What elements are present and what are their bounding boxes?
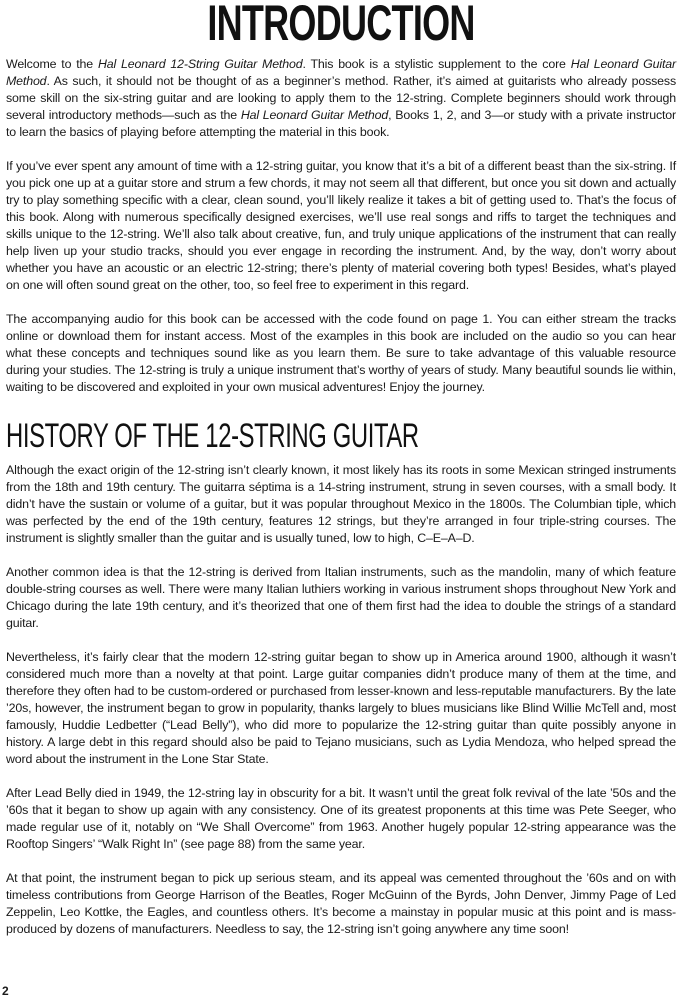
page-title: INTRODUCTION xyxy=(207,0,475,51)
history-paragraph-2: Another common idea is that the 12-string is derived from Italian instruments, such as the mandolin, many of which feature double-string courses as well. There were many Italian luthiers working in various instrument shops throughout New York and Chicago during the late 19th century, and it’s theorized that one of them first had the idea to double the strings of a standard guitar. xyxy=(6,565,676,630)
section-title-history: HISTORY OF THE 12-STRING GUITAR xyxy=(6,417,419,455)
page-number: 2 xyxy=(2,984,9,998)
book-title-italic: Hal Leonard Guitar Method xyxy=(6,57,676,88)
history-paragraph-3: Nevertheless, it’s fairly clear that the modern 12-string guitar began to show up in America around 1900, although it wasn’t considered much more than a novelty at that point. Large guitar companies didn’t produce many of them at the time, and therefore they often had to be custom-ordered or purchased from lesser-known and less-reputable manufacturers. By the late ’20s, however, the instrument began to grow in popularity, thanks largely to blues musicians like Blind Willie McTell and, most famously, Huddie Ledbetter (“Lead Belly”), who did more to popularize the 12-string guitar than quite possibly anyone in history. A large debt in this regard should also be paid to Tejano musicians, such as Lydia Mendoza, who helped spread the word about the instrument in the Lone Star State. xyxy=(6,650,676,766)
intro-text: . As such, it should not be thought of as a beginner’s method. Rather, it’s aimed at guitarists who already possess some skill on the six-string guitar and are looking to apply them to the 12-string. Complete beginners should work through several introductory methods—such as the xyxy=(6,74,676,122)
book-title-italic: Hal Leonard 12-String Guitar Method xyxy=(97,57,303,71)
intro-paragraph-2: If you’ve ever spent any amount of time with a 12-string guitar, you know that it’s a bit of a different beast than the six-string. If you pick one up at a guitar store and strum a few chords, it may not seem all that different, but once you sit down and actually try to play something specific with a clear, clean sound, you’ll likely realize it takes a bit of getting used to. That’s the focus of this book. Along with numerous specifically designed exercises, we’ll use real songs and riffs to target the techniques and skills unique to the 12-string. We’ll also talk about creative, fun, and truly unique applications of the instrument that can really help liven up your studio tracks, should you ever engage in recording the instrument. And, by the way, don’t worry about whether you have an acoustic or an electric 12-string; there’s plenty of material covering both types! Besides, what’s played on one will often sound great on the other, too, so feel free to experiment in this regard. xyxy=(6,159,676,292)
history-paragraph-1: Although the exact origin of the 12-string isn’t clearly known, it most likely has its roots in some Mexican stringed instruments from the 18th and 19th century. The guitarra séptima is a 14-string instrument, strung in seven courses, with a small body. It didn’t have the sustain or volume of a guitar, but it was popular throughout Mexico in the 1800s. The Columbian tiple, which was perfected by the end of the 19th century, features 12 strings, but they’re arranged in four triple-string courses. The instrument is slightly smaller than the guitar and is usually tuned, low to high, C–E–A–D. xyxy=(6,463,676,545)
history-paragraph-4: After Lead Belly died in 1949, the 12-string lay in obscurity for a bit. It wasn’t until the great folk revival of the late ’50s and the ’60s that it began to show up again with any consistency. One of its greatest proponents at this time was Pete Seeger, who made regular use of it, notably on “We Shall Overcome” from 1963. Another hugely popular 12-string appearance was the Rooftop Singers’ “Walk Right In” (see page 88) from the same year. xyxy=(6,786,676,851)
intro-text: . This book is a stylistic supplement to the core xyxy=(302,57,571,71)
intro-text: , Books 1, 2, and 3—or study with a private instructor to learn the basics of playing before attempting the material in this book. xyxy=(6,108,677,139)
intro-paragraph-1 xyxy=(6,56,676,141)
book-title-italic: Hal Leonard Guitar Method xyxy=(240,108,389,122)
intro-text: Welcome to the xyxy=(6,57,98,71)
intro-paragraph-3: The accompanying audio for this book can be accessed with the code found on page 1. You can either stream the tracks online or download them for instant access. Most of the examples in this book are included on the audio so you can hear what these concepts and techniques sound like as you learn them. Be sure to take advantage of this valuable resource during your studies. The 12-string is truly a unique instrument that’s worthy of years of study. Many beautiful sounds lie within, waiting to be discovered and exploited in your own musical adventures! Enjoy the journey. xyxy=(6,312,676,394)
history-paragraph-5: At that point, the instrument began to pick up serious steam, and its appeal was cemented throughout the ’60s and on with timeless contributions from George Harrison of the Beatles, Roger McGuinn of the Byrds, John Denver, Jimmy Page of Led Zeppelin, Leo Kottke, the Eagles, and countless others. It’s become a mainstay in popular music at this point and is mass-produced by dozens of manufacturers. Needless to say, the 12-string isn’t going anywhere any time soon! xyxy=(6,871,676,936)
